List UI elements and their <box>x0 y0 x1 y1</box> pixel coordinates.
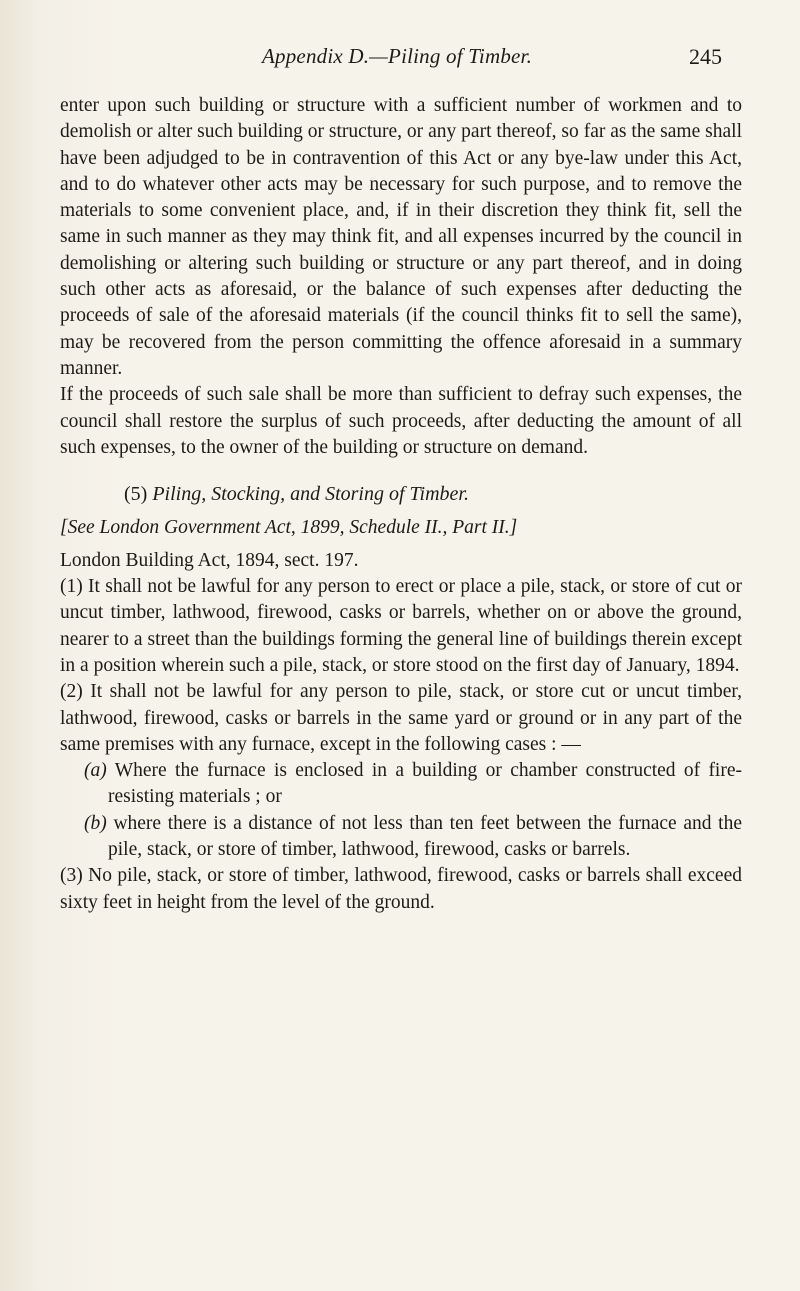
reference-line <box>60 515 742 541</box>
page-header <box>262 44 722 74</box>
act-citation: London Building Act, 1894, sect. 197. <box>60 549 359 571</box>
paragraph-surplus: If the proceeds of such sale shall be more than sufficient to defray such expenses, the council shall restore the surplus of such proceeds, after deducting the amount of all such expenses, to the owner of the building or structure on demand. <box>60 384 742 458</box>
clause-1: (1) It shall not be lawful for any person to erect or place a pile, stack, or store of cut or uncut timber, lathwood, firewood, casks or barrels, whether on or above the ground, nearer to a street than the buildings forming the general line of buildings therein except in a position wherein such a pile, stack, or store stood on the first day of January, 1894. <box>60 576 742 676</box>
sub-item-a-label: (a) <box>84 760 107 782</box>
section-number: (5) <box>124 483 148 506</box>
sub-item-b-text: where there is a distance of not less than ten feet between the furnace and the pile, stack, or store of timber, lathwood, firewood, casks or barrels. <box>108 812 743 861</box>
running-title: Appendix D.—Piling of Timber. <box>262 44 533 68</box>
body-text <box>60 93 742 916</box>
section-heading <box>60 481 742 507</box>
clause-3: (3) No pile, stack, or store of timber, lathwood, firewood, casks or barrels shall exceed sixty feet in height from the level of the ground. <box>60 865 742 913</box>
sub-item-b <box>60 811 742 864</box>
paragraph-continuation: enter upon such building or structure with a sufficient number of workmen and to demolish or alter such building or structure, or any part thereof, so far as the same shall have been adjudged to be in contravention of this Act or any bye-law under this Act, and to do whatever other acts may be necessary for such purpose, and to remove the materials to some convenient place, and, if in their discretion they think fit, sell the same in such manner as they may think fit, and all expenses incurred by the council in demolishing or altering such building or structure or any part thereof, and in doing such other acts as aforesaid, or the balance of such expenses after deducting the proceeds of sale of the aforesaid materials (if the council thinks fit to sell the same), may be recovered from the person committing the offence aforesaid in a summary manner. <box>60 95 742 379</box>
sub-item-a <box>60 758 742 811</box>
page-number: 245 <box>689 44 722 69</box>
sub-item-b-label: (b) <box>84 812 107 834</box>
reference-text: [See London Government Act, 1899, Schedule II., Part II.] <box>60 517 518 539</box>
clause-2: (2) It shall not be lawful for any person to pile, stack, or store cut or uncut timber, lathwood, firewood, casks or barrels in the same yard or ground or in any part of the same premises with any furnace, except in the following cases : — <box>60 681 742 755</box>
sub-item-a-text: Where the furnace is enclosed in a building or chamber constructed of fire-resisting materials ; or <box>108 760 742 808</box>
section-title: Piling, Stocking, and Storing of Timber. <box>152 483 469 506</box>
